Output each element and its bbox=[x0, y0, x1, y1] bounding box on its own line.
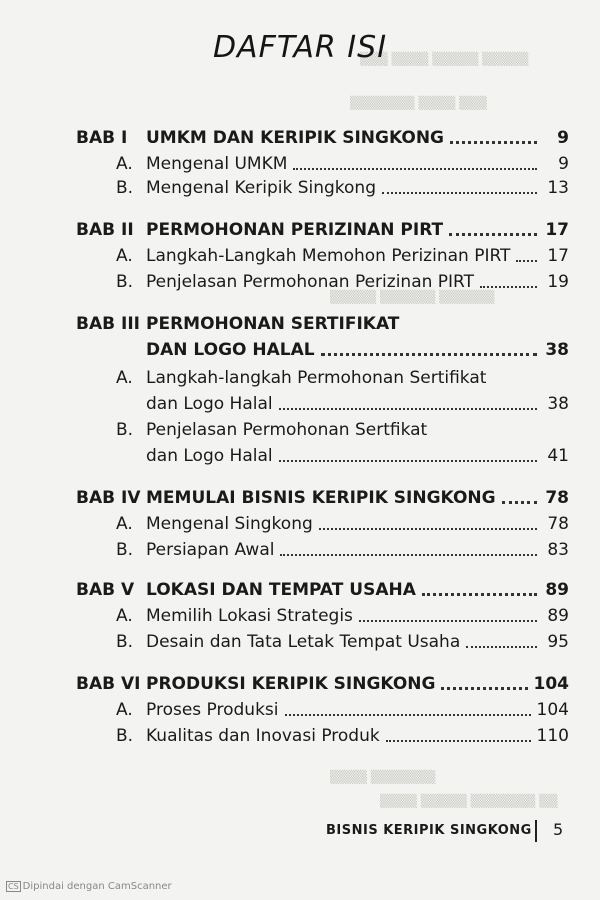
section-letter: B. bbox=[116, 726, 134, 746]
section-row bbox=[116, 606, 569, 626]
section-title: Persiapan Awal bbox=[146, 540, 275, 560]
chapter-row bbox=[76, 488, 569, 508]
section-title: Memilih Lokasi Strategis bbox=[146, 606, 353, 626]
section-title: Mengenal Singkong bbox=[146, 514, 313, 534]
section-title-line1: Penjelasan Permohonan Sertfikat bbox=[146, 420, 428, 440]
chapter-row bbox=[76, 128, 569, 148]
dot-leader bbox=[319, 527, 537, 530]
section-letter: A. bbox=[116, 246, 133, 266]
section-row-cont bbox=[146, 446, 569, 466]
scanner-watermark bbox=[6, 881, 172, 892]
section-letter: A. bbox=[116, 606, 133, 626]
section-row bbox=[116, 700, 569, 720]
section-letter: B. bbox=[116, 420, 134, 440]
section-letter: B. bbox=[116, 540, 134, 560]
section-letter: A. bbox=[116, 514, 133, 534]
section-row bbox=[116, 540, 569, 560]
section-title-line2: dan Logo Halal bbox=[146, 446, 273, 466]
section-title: Langkah-Langkah Memohon Perizinan PIRT bbox=[146, 246, 511, 266]
dot-leader bbox=[422, 592, 537, 596]
chapter-title: LOKASI DAN TEMPAT USAHA bbox=[146, 580, 416, 600]
section-row bbox=[116, 154, 569, 174]
section-page: 104 bbox=[536, 700, 569, 720]
section-page: 19 bbox=[547, 272, 569, 292]
dot-leader bbox=[516, 259, 537, 262]
chapter-row bbox=[76, 220, 569, 240]
section-row bbox=[116, 726, 569, 746]
chapter-title: PRODUKSI KERIPIK SINGKONG bbox=[146, 674, 436, 694]
chapter-code: BAB V bbox=[76, 580, 135, 600]
dot-leader bbox=[382, 191, 537, 194]
section-letter: B. bbox=[116, 178, 134, 198]
dot-leader bbox=[321, 352, 537, 356]
chapter-page: 9 bbox=[557, 128, 569, 148]
section-row bbox=[116, 420, 427, 440]
section-row bbox=[116, 246, 569, 266]
chapter-page: 38 bbox=[545, 340, 569, 360]
section-title: Mengenal Keripik Singkong bbox=[146, 178, 376, 198]
chapter-code: BAB IV bbox=[76, 488, 141, 508]
dot-leader bbox=[502, 500, 537, 504]
chapter-title: PERMOHONAN PERIZINAN PIRT bbox=[146, 220, 444, 240]
section-page: 9 bbox=[558, 154, 569, 174]
section-row bbox=[116, 178, 569, 198]
dot-leader bbox=[441, 686, 527, 690]
chapter-code: BAB III bbox=[76, 314, 140, 334]
section-letter: B. bbox=[116, 632, 134, 652]
section-title-line2: dan Logo Halal bbox=[146, 394, 273, 414]
section-letter: A. bbox=[116, 700, 133, 720]
page-number: 5 bbox=[553, 820, 564, 839]
dot-leader bbox=[280, 553, 537, 556]
section-row-cont bbox=[146, 394, 569, 414]
section-row bbox=[116, 272, 569, 292]
dot-leader bbox=[279, 407, 537, 410]
dot-leader bbox=[293, 167, 537, 170]
page-title: DAFTAR ISI bbox=[212, 30, 388, 65]
section-row bbox=[116, 632, 569, 652]
scanner-text: Dipindai dengan CamScanner bbox=[22, 881, 172, 892]
section-page: 83 bbox=[547, 540, 569, 560]
chapter-row-cont bbox=[146, 340, 569, 360]
section-page: 17 bbox=[547, 246, 569, 266]
camscanner-logo-icon: CS bbox=[8, 882, 19, 891]
section-title-line1: Langkah-langkah Permohonan Sertifikat bbox=[146, 368, 487, 388]
chapter-page: 78 bbox=[545, 488, 569, 508]
section-title: Desain dan Tata Letak Tempat Usaha bbox=[146, 632, 461, 652]
section-page: 38 bbox=[547, 394, 569, 414]
section-title: Kualitas dan Inovasi Produk bbox=[146, 726, 380, 746]
chapter-row bbox=[76, 314, 399, 334]
chapter-row bbox=[76, 674, 569, 694]
dot-leader bbox=[285, 713, 531, 716]
section-page: 95 bbox=[547, 632, 569, 652]
section-page: 110 bbox=[536, 726, 569, 746]
section-letter: A. bbox=[116, 368, 133, 388]
dot-leader bbox=[450, 140, 537, 144]
footer-divider bbox=[535, 820, 537, 842]
section-title: Proses Produksi bbox=[146, 700, 279, 720]
chapter-title-line1: PERMOHONAN SERTIFIKAT bbox=[146, 314, 400, 334]
chapter-page: 104 bbox=[533, 674, 569, 694]
chapter-title: UMKM DAN KERIPIK SINGKONG bbox=[146, 128, 445, 148]
section-letter: B. bbox=[116, 272, 134, 292]
chapter-code: BAB VI bbox=[76, 674, 141, 694]
section-page: 89 bbox=[547, 606, 569, 626]
chapter-row bbox=[76, 580, 569, 600]
dot-leader bbox=[449, 232, 537, 236]
running-footer-title: BISNIS KERIPIK SINGKONG bbox=[326, 823, 532, 838]
chapter-code: BAB I bbox=[76, 128, 128, 148]
chapter-page: 89 bbox=[545, 580, 569, 600]
dot-leader bbox=[386, 739, 531, 742]
section-page: 13 bbox=[547, 178, 569, 198]
dot-leader bbox=[359, 619, 537, 622]
section-page: 41 bbox=[547, 446, 569, 466]
section-title: Penjelasan Permohonan Perizinan PIRT bbox=[146, 272, 475, 292]
chapter-page: 17 bbox=[545, 220, 569, 240]
section-letter: A. bbox=[116, 154, 133, 174]
section-page: 78 bbox=[547, 514, 569, 534]
chapter-code: BAB II bbox=[76, 220, 134, 240]
chapter-title-line2: DAN LOGO HALAL bbox=[146, 340, 315, 360]
chapter-title: MEMULAI BISNIS KERIPIK SINGKONG bbox=[146, 488, 496, 508]
dot-leader bbox=[466, 645, 537, 648]
section-title: Mengenal UMKM bbox=[146, 154, 288, 174]
dot-leader bbox=[279, 459, 537, 462]
section-row bbox=[116, 368, 486, 388]
dot-leader bbox=[480, 285, 537, 288]
section-row bbox=[116, 514, 569, 534]
